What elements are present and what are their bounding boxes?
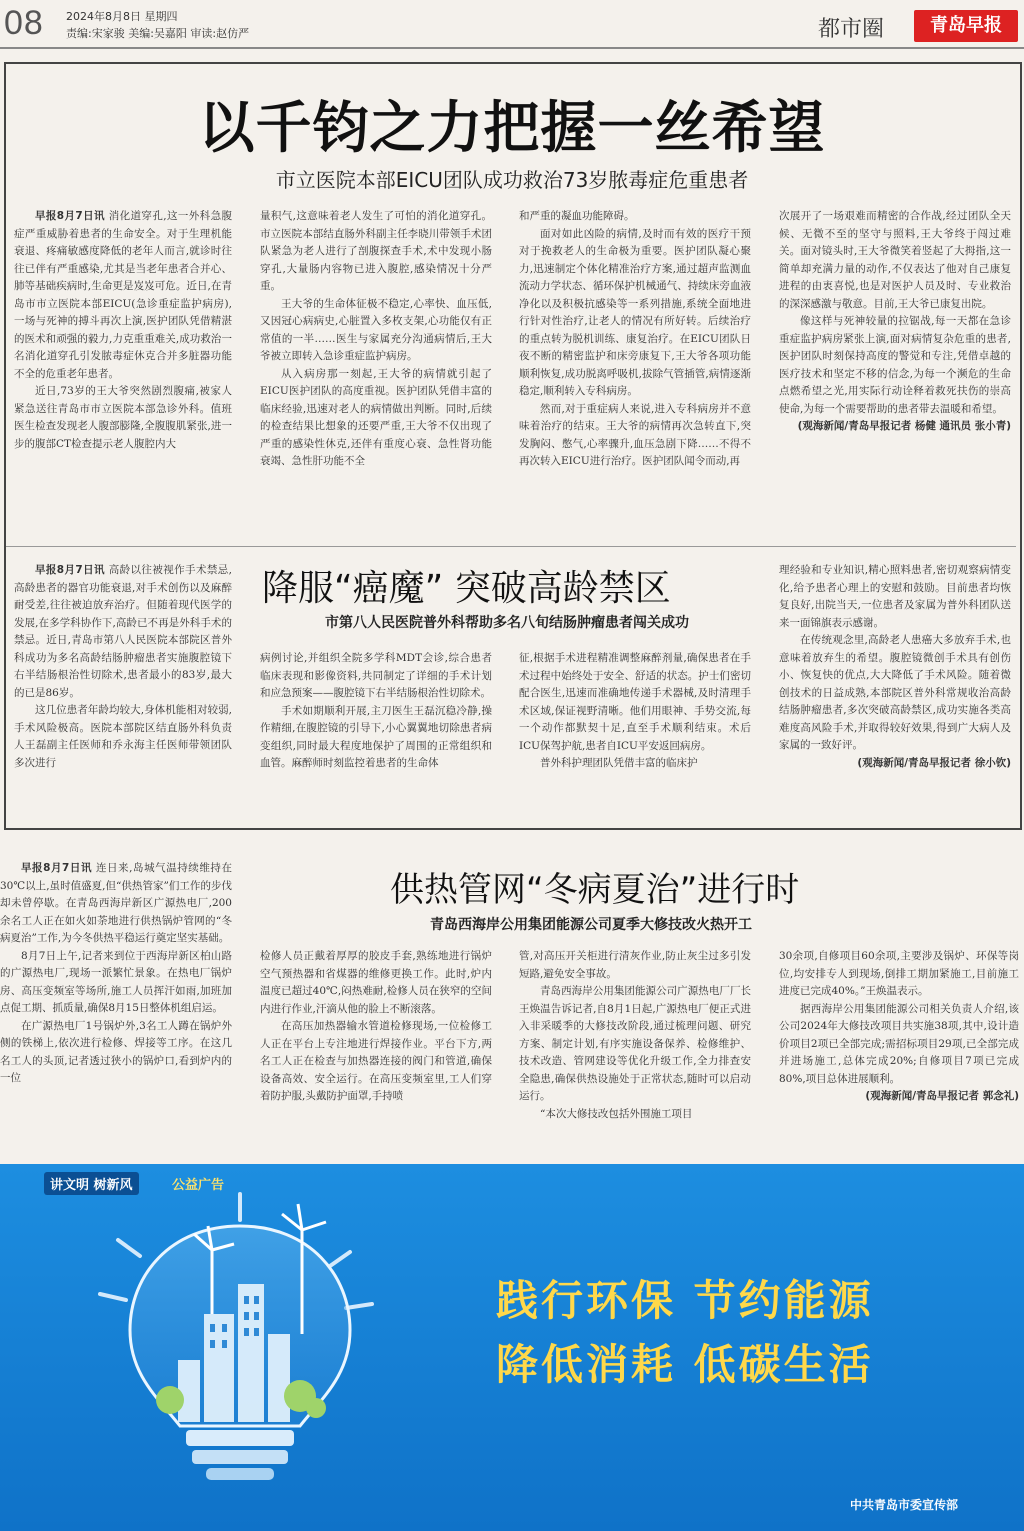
- story2-column-1: [14, 562, 232, 812]
- story1-c2-p3: 从入病房那一刻起,王大爷的病情就引起了EICU医护团队的高度重视。医护团队凭借丰富的临床经验,迅速对老人的病情做出判断。同时,后续的检查结果比想象的还要严重,王大爷不仅出现了严重的感染性休克,还伴有重度心衰、急性肾功能衰竭、急性肝功能不全: [260, 367, 492, 467]
- story1-c4-p2: 像这样与死神较量的拉锯战,每一天都在急诊重症监护病房紧张上演,面对病情复杂危重的患者,医护团队时刻保持高度的警觉和专注,凭借卓越的医疗技术和坚定不移的信念,为每一个濒危的生命点燃希望之光,用实际行动诠释着救死扶伤的崇高使命,为每一个需要帮助的患者带去温暖和希望。: [779, 315, 1011, 415]
- story1-c1-p1: 消化道穿孔,这一外科急腹症严重威胁着患者的生命安全。对于生理机能衰退、疼痛敏感度降低的老年人而言,就诊时往往已伴有严重感染,尤其是当老年患者合并心、肺等基础疾病时,生命更是岌岌可危。近日,在青岛市市立医院本部EICU(急诊重症监护病房),一场与死神的搏斗再次上演,医护团队凭借精湛的医术和顽强的毅力,力克重重难关,成功救治一名消化道穿孔引发脓毒症休克合并多脏器功能不全的危重老年患者。: [14, 210, 232, 380]
- ad-slogan-line-2: 降低消耗 低碳生活: [496, 1340, 874, 1389]
- story1-column-3: [519, 208, 751, 528]
- story1-byline: (观海新闻/青岛早报记者 杨健 通讯员 张小青): [797, 420, 1011, 432]
- ad-slogan-line-1: 践行环保 节约能源: [496, 1276, 874, 1325]
- story3-c4-p2: 据西海岸公用集团能源公司相关负责人介绍,该公司2024年大修技改项目共实施38项,其中,设计造价项目2项已全部完成;需招标项目29项,已全部完成并进场施工,总体完成20%;自修项目7项已完成80%,项目总体进展顺利。: [779, 1002, 1019, 1085]
- story3-byline: (观海新闻/青岛早报记者 郭念礼): [865, 1090, 1019, 1102]
- story1-c3-p2: 面对如此凶险的病情,及时而有效的医疗干预对于挽救老人的生命极为重要。医护团队凝心聚力,迅速制定个体化精准治疗方案,通过超声监测血流动力学状态、循环保护机械通气、持续床旁血液净化以及积极抗感染等一系列措施,系统全面地进行针对性治疗,让老人的情况有所好转。后续治疗的重点转为脱机训练、康复治疗。在EICU团队日夜不断的精密监护和床旁康复下,王大爷各项功能顺利恢复,成功脱离呼吸机,拔除气管插管,病情逐渐稳定,顺利转入专科病房。: [519, 227, 751, 397]
- newspaper-logo: 青岛早报: [914, 10, 1018, 42]
- story1-column-2: [260, 208, 492, 528]
- story2-c1-p2: 这几位患者年龄均较大,身体机能相对较弱,手术风险极高。医院本部院区结直肠外科负责人王磊副主任医师和乔永海主任医师带领团队多次进行: [14, 704, 232, 769]
- story1-lead: 早报8月7日讯: [35, 210, 105, 222]
- story3-c3-p2: 青岛西海岸公用集团能源公司广源热电厂厂长王焕温告诉记者,自8月1日起,广源热电厂便正式进入非采暖季的大修技改阶段,通过梳理问题、研究方案、制定计划,有序实施设备保养、检修维护、技术改造、管网建设等优化升级工作,全力排查安全隐患,确保供热设施处于正常状态,随时可以启动运行。: [519, 985, 751, 1102]
- story1-c3-p1: 和严重的凝血功能障碍。: [519, 210, 635, 222]
- story1-c2-p1: 量积气,这意味着老人发生了可怕的消化道穿孔。市立医院本部结直肠外科副主任李晓川带领手术团队紧急为老人进行了剖腹探查手术,术中发现小肠穿孔,大量肠内容物已进入腹腔,感染情况十分严重。: [260, 210, 492, 292]
- issue-date: 2024年8月8日 星期四: [66, 10, 178, 23]
- story-divider: [6, 546, 1016, 547]
- header-rule: [0, 47, 1024, 49]
- story2-c1-p1: 高龄以往被视作手术禁忌,高龄患者的器官功能衰退,对手术创伤以及麻醉耐受差,往往被迫放弃治疗。但随着现代医学的发展,在多学科协作下,高龄已不再是外科手术的禁忌。近日,青岛市第八人民医院本部院区普外科成功为多名高龄结肠肿瘤患者实施腹腔镜下右半结肠根治性切除术,患者最小的83岁,最大的已是86岁。: [14, 564, 232, 699]
- story3-c3-p1: 管,对高压开关柜进行清灰作业,防止灰尘过多引发短路,避免安全事故。: [519, 950, 751, 980]
- story2-column-4: [779, 562, 1011, 812]
- story3-c2-p1: 检修人员正戴着厚厚的胶皮手套,熟练地进行锅炉空气预热器和省煤器的维修更换工作。此时,炉内温度已超过40℃,闷热难耐,检修人员在狭窄的空间内进行作业,汗滴从他的脸上不断滚落。: [260, 950, 492, 1015]
- ad-tag: 讲文明 树新风: [44, 1172, 139, 1195]
- story3-column-4: [779, 948, 1019, 1150]
- story3-column-3: [519, 948, 751, 1150]
- story2-c4-p2: 在传统观念里,高龄老人患癌大多放弃手术,也意味着放弃生的希望。腹腔镜微创手术具有创伤小、恢复快的优点,大大降低了手术风险。随着微创技术的日益成熟,本部院区普外科常规收治高龄结肠肿瘤患者,多次突破高龄禁区,成功实施各类高难度高风险手术,并取得较好效果,得到广大病人及家属的一致好评。: [779, 634, 1011, 751]
- story3-c2-p2: 在高压加热器输水管道检修现场,一位检修工人正在平台上专注地进行焊接作业。平台下方,两名工人正在检查与加热器连接的阀门和管道,确保设备高效、安全运行。在高压变频室里,工人们穿着防护服,头戴防护面罩,手持喷: [260, 1020, 492, 1102]
- ad-category: 公益广告: [172, 1178, 225, 1193]
- story3-c1-p2: 8月7日上午,记者来到位于西海岸新区柏山路的广源热电厂,现场一派繁忙景象。在热电厂锅炉房、高压变频室等场所,施工人员挥汗如雨,加班加点促工期、抓质量,确保8月15日整体机组启运。: [0, 949, 232, 1014]
- story3-c4-p1: 30余项,自修项目60余项,主要涉及锅炉、环保等岗位,均安排专人到现场,倒排工期加紧施工,目前施工进度已完成40%。”王焕温表示。: [779, 950, 1019, 997]
- story2-c3-p2: 普外科护理团队凭借丰富的临床护: [540, 757, 698, 769]
- story2-subtitle: 市第八人民医院普外科帮助多名八旬结肠肿瘤患者闯关成功: [325, 615, 689, 631]
- story1-title: 以千钧之力把握一丝希望: [198, 96, 826, 161]
- story1-c3-p3: 然而,对于重症病人来说,进入专科病房并不意味着治疗的结束。王大爷的病情再次急转直下,突发胸闷、憋气,心率骤升,血压急剧下降……不得不再次转入EICU进行治疗。医护团队闻令而动,再: [519, 402, 751, 467]
- story2-title: 降服“癌魔” 突破高龄禁区: [262, 568, 671, 609]
- story1-column-1: [14, 208, 232, 528]
- story3-c1-p3: 在广源热电厂1号锅炉外,3名工人蹲在锅炉外侧的铁梯上,依次进行检修、焊接等工序。在这几名工人的头顶,记者透过狭小的锅炉口,看到炉内的一位: [0, 1019, 232, 1084]
- story2-c2-p1: 病例讨论,并组织全院多学科MDT会诊,综合患者临床表现和影像资料,共同制定了详细的手术计划和应急预案——腹腔镜下右半结肠根治性切除术。: [260, 652, 492, 699]
- story3-title: 供热管网“冬病夏治”进行时: [390, 870, 800, 910]
- page-number: 08: [4, 4, 44, 42]
- story3-c3-p3: “本次大修技改包括外围施工项目: [540, 1107, 693, 1120]
- story1-subtitle: 市立医院本部EICU团队成功救治73岁脓毒症危重患者: [275, 168, 749, 192]
- story1-c2-p2: 王大爷的生命体征极不稳定,心率快、血压低,又因冠心病病史,心脏置入多枚支架,心功能仅有正常值的一半……医生与家属充分沟通病情后,王大爷被立即转入急诊重症监护病房。: [260, 297, 492, 362]
- story1-column-4: [779, 208, 1011, 528]
- story2-column-2: [260, 650, 492, 812]
- story3-c1-p1: 连日来,岛城气温持续维持在30℃以上,虽时值盛夏,但“供热管家”们工作的步伐却未曾停歇。在青岛西海岸新区广源热电厂,200余名工人正在如火如荼地进行供热锅炉管网的“冬病夏治”工作,为今冬供热平稳运行奠定坚实基础。: [0, 862, 232, 944]
- story3-subtitle: 青岛西海岸公用集团能源公司夏季大修技改火热开工: [430, 917, 752, 933]
- story2-lead: 早报8月7日讯: [35, 564, 105, 576]
- story2-c2-p2: 手术如期顺利开展,主刀医生王磊沉稳冷静,操作精细,在腹腔镜的引导下,小心翼翼地切除患者病变组织,同时最大程度地保护了周围的正常组织和血管。麻醉师时刻监控着患者的生命体: [260, 704, 492, 769]
- section-name: 都市圈: [818, 17, 885, 42]
- story2-column-3: [519, 650, 751, 812]
- story2-c3-p1: 征,根据手术进程精准调整麻醉剂量,确保患者在手术过程中始终处于安全、舒适的状态。护士们密切配合医生,迅速而准确地传递手术器械,及时清理手术区域,保证视野清晰。他们用眼神、手势交流,每一个动作都默契十足,直至手术顺利结束。术后ICU保驾护航,患者自ICU平安返回病房。: [519, 652, 751, 752]
- editor-credits: 责编:宋家骏 美编:吴嘉阳 审读:赵仿严: [66, 27, 250, 40]
- story1-c1-p2: 近日,73岁的王大爷突然剧烈腹痛,被家人紧急送往青岛市市立医院本部急诊外科。值班医生检查发现老人腹部膨隆,全腹腹肌紧张,进一步的腹部CT检查提示老人腹腔内大: [14, 385, 232, 450]
- story3-column-1: [0, 860, 232, 1150]
- story3-column-2: [260, 948, 492, 1150]
- ad-sponsor: 中共青岛市委宣传部: [850, 1498, 959, 1512]
- story2-c4-p1: 理经验和专业知识,精心照料患者,密切观察病情变化,给予患者心理上的安慰和鼓励。目前患者均恢复良好,出院当天,一位患者及家属为普外科团队送来一面锦旗表示感谢。: [779, 564, 1011, 629]
- story3-lead: 早报8月7日讯: [21, 862, 93, 874]
- story2-byline: (观海新闻/青岛早报记者 徐小钦): [857, 756, 1011, 769]
- story1-c4-p1: 次展开了一场艰难而精密的合作战,经过团队全天候、无微不至的坚守与照料,王大爷终于闯过难关。面对镜头时,王大爷微笑着竖起了大拇指,这一简单却充满力量的动作,不仅表达了他对自己康复进程的由衷喜悦,也是对医护人员及时、专业救治的深深感激与敬意。目前,王大爷已康复出院。: [779, 210, 1011, 310]
